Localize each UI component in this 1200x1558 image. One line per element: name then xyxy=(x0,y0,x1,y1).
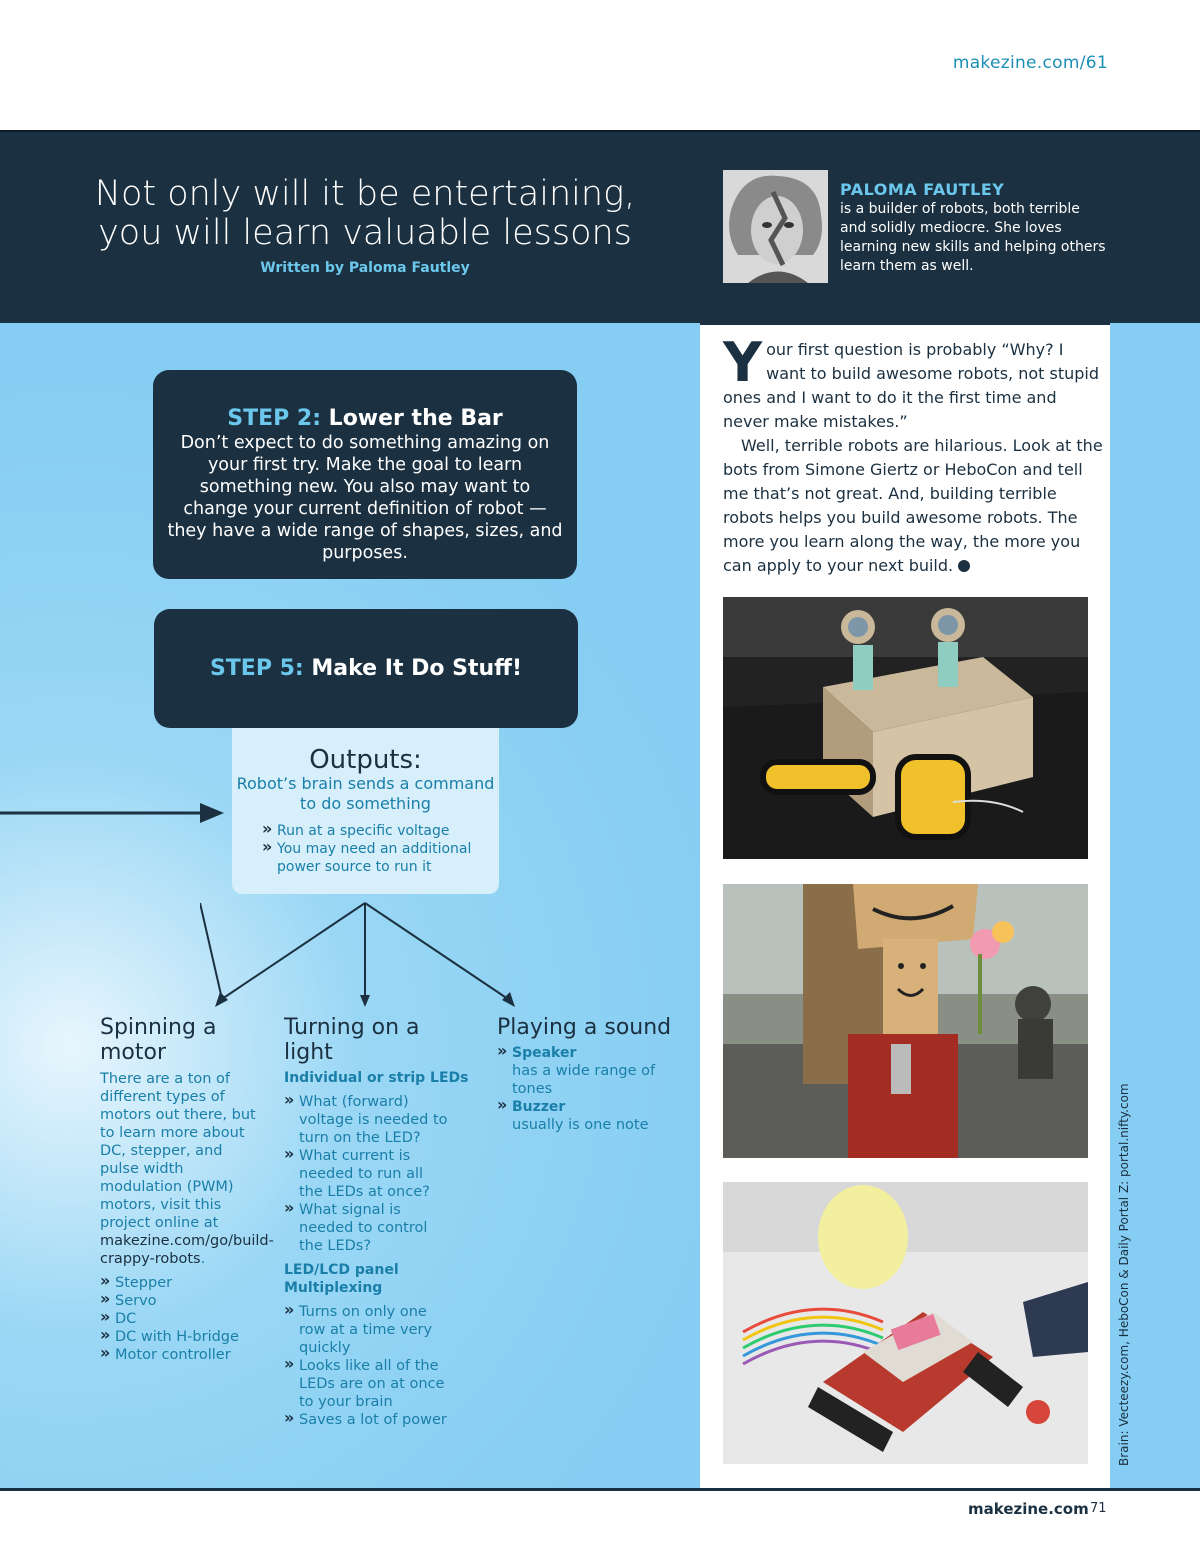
amazon-robot-photo xyxy=(723,884,1088,1158)
outputs-box xyxy=(232,728,499,894)
page-number: 71 xyxy=(1090,1501,1107,1516)
photo-amazon-robot xyxy=(723,884,1088,1158)
list-item: » DC xyxy=(100,1310,260,1328)
author-photo-illustration xyxy=(723,170,828,283)
step-2-title: Lower the Bar xyxy=(328,406,503,431)
step-2-body: Don’t expect to do something amazing on your first try. Make the goal to learn something new. You also may want to change your current definition of robot — they have a wide range of shapes, sizes, and purposes. xyxy=(167,433,563,563)
box-robot-photo xyxy=(723,597,1088,859)
step-2-number: STEP 2: xyxy=(227,406,321,431)
light-column xyxy=(284,1015,474,1429)
list-item xyxy=(497,1044,692,1098)
end-mark-icon xyxy=(958,560,970,572)
step-2-heading xyxy=(153,406,577,432)
headline-line-1: Not only will it be entertaining, xyxy=(94,174,636,214)
headline xyxy=(60,175,670,253)
list-item: » You may need an additional power source to run it xyxy=(262,840,499,876)
article-p2-text: Well, terrible robots are hilarious. Look at the bots from Simone Giertz or HeboCon and tell me that’s not great. And, building terrible robots helps you build awesome robots. The more you learn along the way, the more you can apply to your next build. xyxy=(723,436,1103,575)
light-subheading-1: Individual or strip LEDs xyxy=(284,1070,469,1086)
list-item: » Saves a lot of power xyxy=(284,1411,454,1429)
sound-column xyxy=(497,1015,692,1134)
header-url: makezine.com/61 xyxy=(952,53,1108,73)
article-text xyxy=(723,331,1103,578)
footer-rule xyxy=(0,1488,1200,1491)
outputs-subheading: Robot’s brain sends a command to do something xyxy=(236,774,495,813)
balloon-robot-photo xyxy=(723,1182,1088,1464)
sound-heading: Playing a sound xyxy=(497,1015,672,1040)
list-item: » DC with H-bridge xyxy=(100,1328,260,1346)
author-name: PALOMA FAUTLEY xyxy=(840,180,1005,199)
buzzer-text: usually is one note xyxy=(512,1117,649,1133)
step-5-heading xyxy=(154,656,578,681)
motor-heading: Spinning a motor xyxy=(100,1015,217,1065)
photo-balloon-robot xyxy=(723,1182,1088,1464)
list-item: » What signal is needed to control the LEDs? xyxy=(284,1201,449,1255)
list-item: » Turns on only one row at a time very quickly xyxy=(284,1303,454,1357)
sound-list xyxy=(497,1044,692,1134)
motor-link[interactable]: makezine.com/go/build-crappy-robots xyxy=(100,1233,274,1267)
article-paragraph-2 xyxy=(723,434,1103,578)
footer-url: makezine.com xyxy=(968,1500,1089,1518)
speaker-label: Speaker xyxy=(512,1045,577,1061)
author-bio: is a builder of robots, both terrible and solidly mediocre. She loves learning new skills and helping others learn them as well. xyxy=(840,201,1106,274)
step-2-box xyxy=(153,370,577,579)
list-item: » What (forward) voltage is needed to turn on the LED? xyxy=(284,1093,449,1147)
speaker-text: has a wide range of tones xyxy=(512,1063,656,1097)
drop-cap: Y xyxy=(723,331,763,394)
photo-credit: Brain: Vecteezy.com, HeboCon & Daily Portal Z: portal.nifty.com xyxy=(1117,1083,1131,1466)
article-p1-text: our first question is probably “Why? I want to build awesome robots, not stupid ones and I want to do it the first time and never make mistakes.” xyxy=(723,340,1099,431)
motor-list xyxy=(100,1274,260,1364)
step-5-number: STEP 5: xyxy=(209,656,304,681)
buzzer-label: Buzzer xyxy=(512,1099,566,1115)
list-item xyxy=(497,1098,692,1134)
light-list-2 xyxy=(284,1303,454,1429)
list-item: » Stepper xyxy=(100,1274,260,1292)
byline: Written by Paloma Fautley xyxy=(260,260,470,276)
list-item: » Servo xyxy=(100,1292,260,1310)
light-list-1 xyxy=(284,1093,449,1255)
light-subheading-2: LED/LCD panel Multiplexing xyxy=(284,1262,399,1296)
branch-arrows xyxy=(200,895,530,1015)
light-heading: Turning on a light xyxy=(284,1015,420,1065)
step-5-box xyxy=(154,609,578,728)
motor-link-suffix: . xyxy=(200,1251,206,1267)
list-item: » What current is needed to run all the LEDs at once? xyxy=(284,1147,449,1201)
photo-box-robot xyxy=(723,597,1088,859)
motor-text xyxy=(100,1070,274,1268)
list-item: » Motor controller xyxy=(100,1346,260,1364)
motor-column xyxy=(100,1015,274,1364)
list-item: » Run at a specific voltage xyxy=(262,822,499,840)
outputs-heading: Outputs: xyxy=(309,745,422,775)
motor-description: There are a ton of different types of motors out there, but to learn more about DC, stepper, and pulse width modulation (PWM) motors, visit this project online at xyxy=(100,1071,256,1231)
headline-line-2: you will learn valuable lessons xyxy=(98,213,632,253)
list-item: » Looks like all of the LEDs are on at once to your brain xyxy=(284,1357,454,1411)
article-paragraph-1 xyxy=(723,331,1103,434)
input-arrow xyxy=(0,795,235,831)
author-photo xyxy=(723,170,828,283)
step-5-title: Make It Do Stuff! xyxy=(311,656,523,681)
outputs-list xyxy=(262,822,499,876)
